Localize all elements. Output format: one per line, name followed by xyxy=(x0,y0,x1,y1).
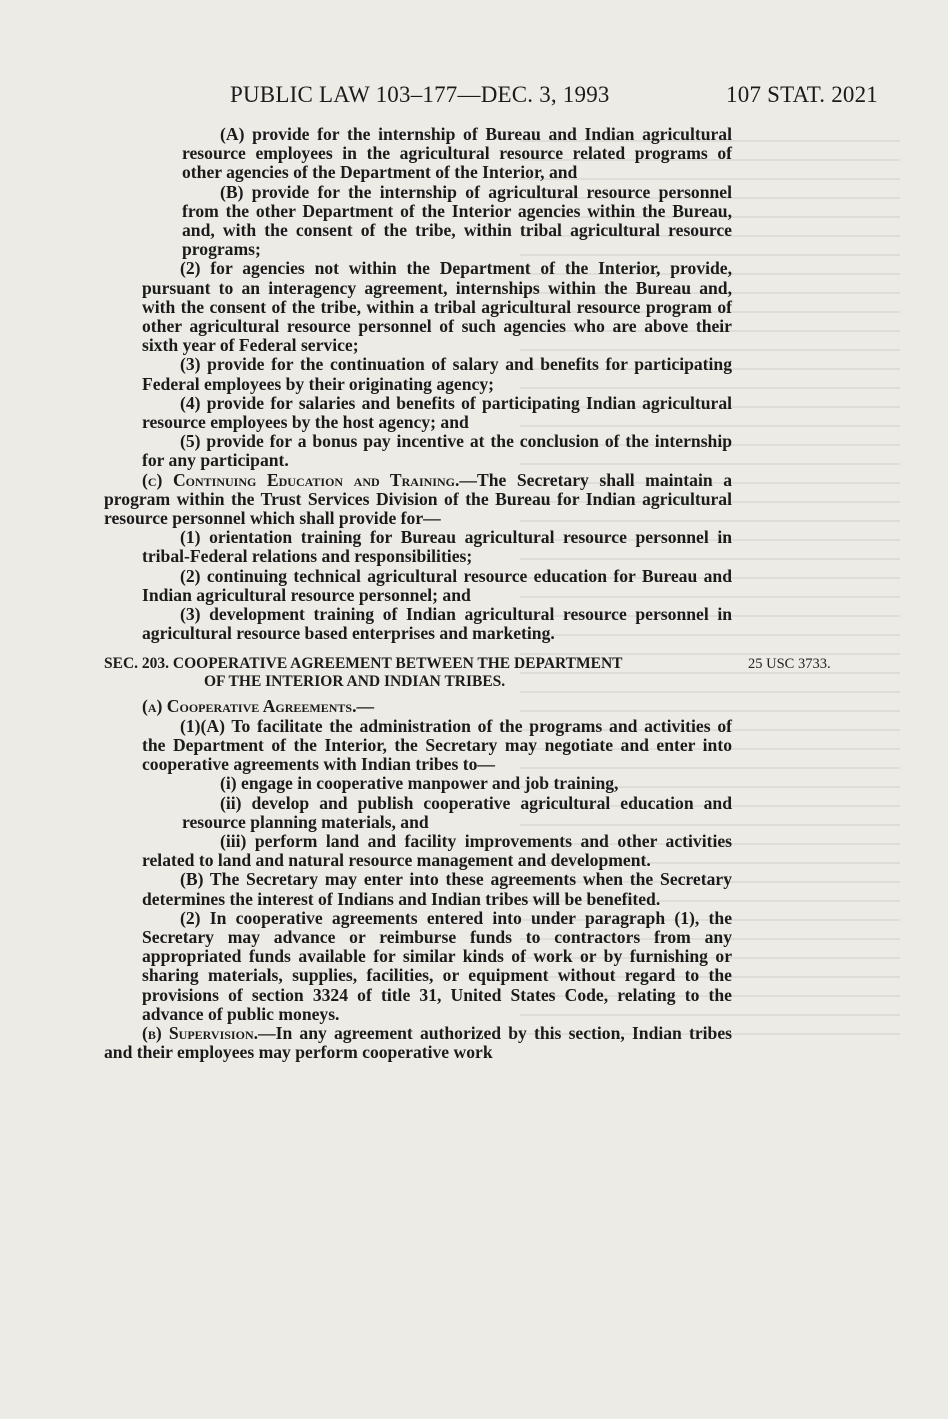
running-head xyxy=(0,82,948,112)
para-5: (5) provide for a bonus pay incentive at the conclusion of the internship for any participant. xyxy=(142,431,732,471)
para-a-B: (B) provide for the internship of agricultural resource personnel from the other Department of the Interior agencies within the Bureau, and, with the consent of the tribe, within tribal agricultural resource programs; xyxy=(182,181,732,260)
body-text xyxy=(104,124,831,1063)
para-c xyxy=(104,471,732,529)
para-c2: (2) continuing technical agricultural resource education for Bureau and Indian agricultural resource personnel; and xyxy=(142,565,732,605)
para-203-b-heading: (b) Supervision. xyxy=(142,1022,259,1043)
para-203-a-dash: — xyxy=(356,696,375,717)
para-203-2: (2) In cooperative agreements entered into under paragraph (1), the Secretary may advance or reimburse funds to contractors from any appropriated funds available for similar kinds of work or by furnishing or sharing materials, supplies, facilities, or equipment without regard to the provisions of section 3324 of title 31, United States Code, relating to the advance of public moneys. xyxy=(142,907,732,1024)
para-203-b-text: —In any agreement authorized by this section, Indian tribes and their employees may perform cooperative work xyxy=(104,1022,732,1063)
para-2: (2) for agencies not within the Department of the Interior, provide, pursuant to an interagency agreement, internships within the Bureau and, with the consent of the tribe, within a tribal agricultural resource program of other agricultural resource personnel of such agencies who are above their sixth year of Federal service; xyxy=(142,258,732,356)
para-c3: (3) development training of Indian agricultural resource personnel in agricultural resource based enterprises and marketing. xyxy=(142,604,732,644)
para-203-b xyxy=(104,1024,732,1062)
para-203-B: (B) The Secretary may enter into these agreements when the Secretary determines the interest of Indians and Indian tribes will be benefited. xyxy=(142,869,732,909)
para-203-iii: (iii) perform land and facility improvements and other activities related to land and natural resource management and development. xyxy=(142,830,732,871)
para-c-heading: (c) Continuing Education and Training. xyxy=(142,469,460,490)
section-heading-line2: OF THE INTERIOR AND INDIAN TRIBES. xyxy=(204,673,506,691)
para-203-i: (i) engage in cooperative manpower and job training, xyxy=(220,773,619,794)
para-203-ii: (ii) develop and publish cooperative agricultural education and resource planning materials, and xyxy=(182,792,732,832)
para-c1: (1) orientation training for Bureau agricultural resource personnel in tribal-Federal relations and responsibilities; xyxy=(142,527,732,567)
para-c-text: —The Secretary shall maintain a program within the Trust Services Division of the Bureau for Indian agricultural resource personnel which shall provide for— xyxy=(104,469,732,529)
para-3: (3) provide for the continuation of salary and benefits for participating Federal employees by their originating agency; xyxy=(142,354,732,394)
section-203-heading xyxy=(104,655,831,691)
para-4: (4) provide for salaries and benefits of participating Indian agricultural resource employees by the host agency; and xyxy=(142,392,732,433)
running-head-title: PUBLIC LAW 103–177—DEC. 3, 1993 xyxy=(230,82,610,107)
para-203-a xyxy=(104,697,732,716)
section-heading-line1: SEC. 203. COOPERATIVE AGREEMENT BETWEEN THE DEPARTMENT xyxy=(104,655,623,673)
para-203-a1A: (1)(A) To facilitate the administration of the programs and activities of the Department of the Interior, the Secretary may negotiate and enter into cooperative agreements with Indian tribes to— xyxy=(142,715,732,775)
margin-citation: 25 USC 3733. xyxy=(748,656,831,673)
running-head-page: 107 STAT. 2021 xyxy=(726,82,878,107)
para-a-A: (A) provide for the internship of Bureau and Indian agricultural resource employees in the agricultural resource related programs of other agencies of the Department of the Interior, and xyxy=(182,124,732,183)
para-203-a-heading: (a) Cooperative Agreements. xyxy=(142,696,357,717)
